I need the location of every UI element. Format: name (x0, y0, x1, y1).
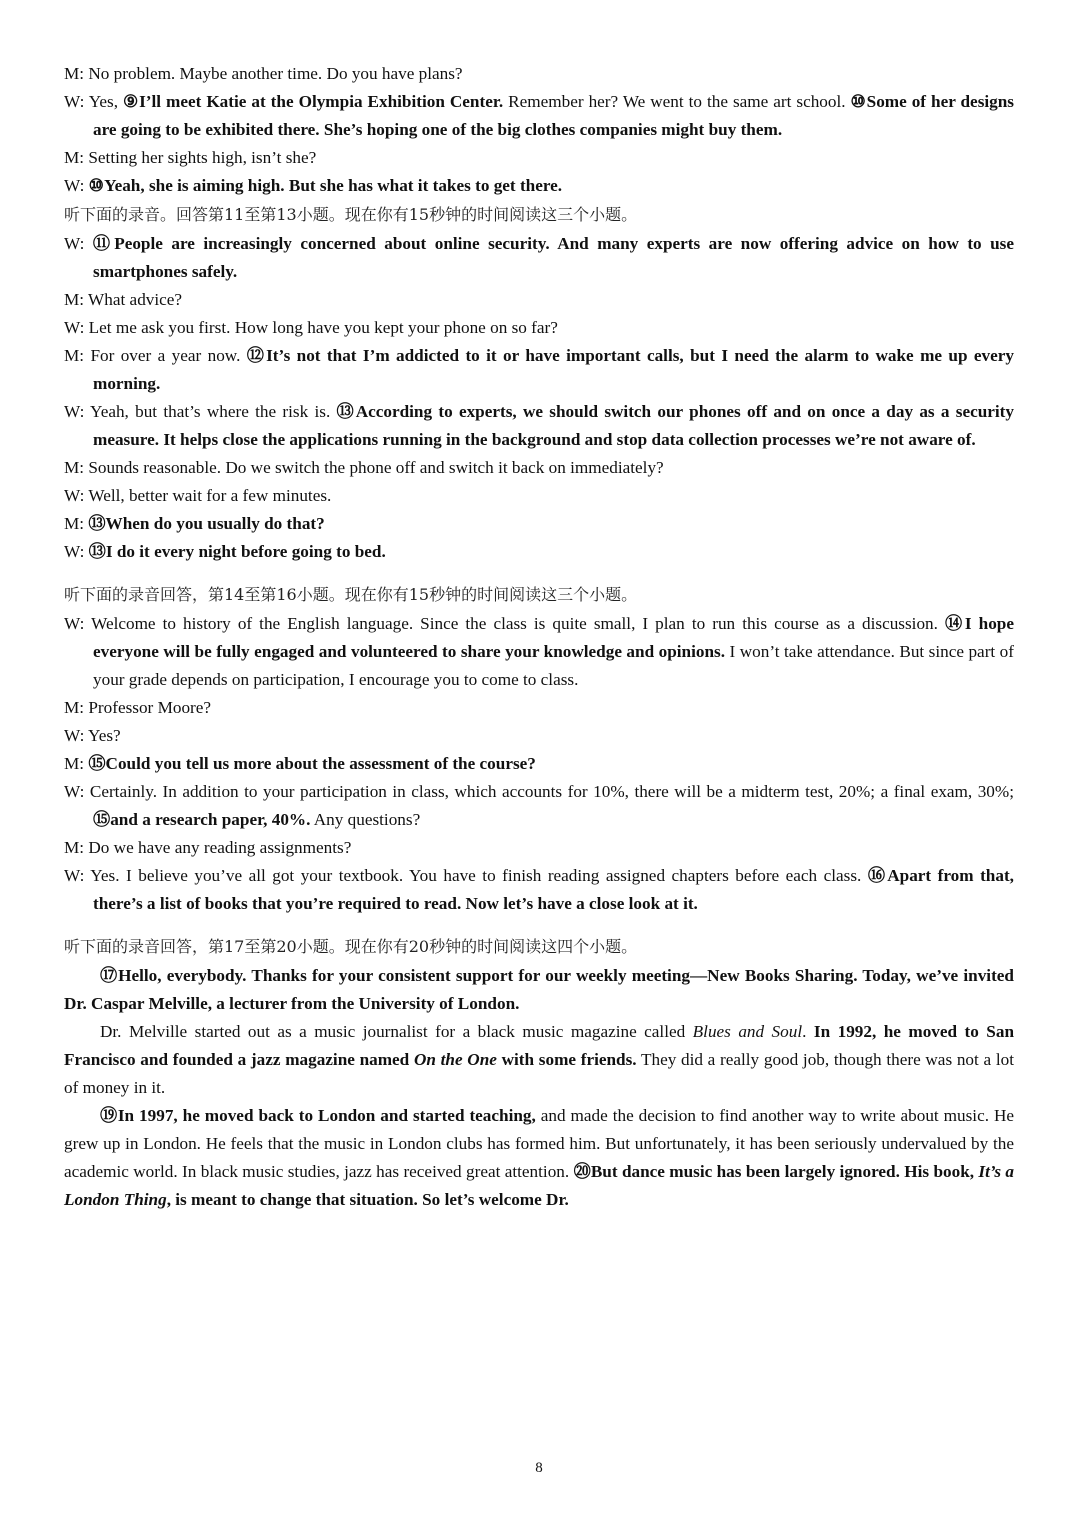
text-segment: Any questions? (310, 810, 421, 829)
text-segment: W: (64, 542, 89, 561)
text-line (64, 286, 1014, 314)
text-segment: and made the decision to find another way to write about music. He grew up in London. He feels that the music in London clubs has formed him. But unfortunately, it has been seriously undervalued by the academic world. In black music studies, jazz has received great attention. (64, 1106, 1014, 1181)
instruction-17-20: 听下面的录音回答，第17至第20小题。现在你有20秒钟的时间阅读这四个小题。 (64, 937, 638, 956)
text-line (64, 1102, 1014, 1214)
text-segment: W: (64, 176, 89, 195)
text-segment: M: No problem. Maybe another time. Do you have plans? (64, 64, 463, 83)
text-line (64, 778, 1014, 834)
text-segment: M: Setting her sights high, isn’t she? (64, 148, 317, 167)
text-line (64, 750, 1014, 778)
text-segment: It’s a London Thing (64, 1162, 1014, 1209)
text-segment: M: For over a year now. (64, 346, 247, 365)
text-segment: W: (64, 234, 93, 253)
text-line (64, 454, 1014, 482)
text-segment: W: Welcome to history of the English language. Since the class is quite small, I plan to run this course as a discussion. (64, 614, 945, 633)
text-line (64, 610, 1014, 694)
text-segment: I won’t take attendance. But since part of your grade depends on participation, I encourage you to come to class. (93, 642, 1014, 689)
text-line (64, 482, 1014, 510)
text-line (64, 834, 1014, 862)
text-segment: W: Yes, (64, 92, 123, 111)
text-line (64, 60, 1014, 88)
text-segment: Remember her? We went to the same art school. (503, 92, 851, 111)
text-segment: with some friends. (496, 1050, 637, 1069)
page-number: 8 (535, 1460, 543, 1476)
text-line (64, 172, 1014, 200)
text-segment: ⑬According to experts, we should switch our phones off and on once a day as a security measure. It helps close the applications running in the background and stop data collection processes we’re not aware of. (93, 402, 1014, 449)
text-segment: They did a really good job, though there was not a lot of money in it. (64, 1050, 1014, 1097)
text-segment: ⑨I’ll meet Katie at the Olympia Exhibition Center. (123, 92, 504, 111)
text-segment: ⑲In 1997, he moved back to London and started teaching, (100, 1106, 536, 1125)
text-segment: ⑮and a research paper, 40%. (93, 810, 311, 829)
text-segment: ⑯Apart from that, there’s a list of books that you’re required to read. Now let’s have a close look at it. (93, 866, 1014, 913)
text-segment: W: Yes. I believe you’ve all got your textbook. You have to finish reading assigned chapters before each class. (64, 866, 868, 885)
text-segment: M: Sounds reasonable. Do we switch the phone off and switch it back on immediately? (64, 458, 664, 477)
text-segment: M: Do we have any reading assignments? (64, 838, 352, 857)
instruction-14-16: 听下面的录音回答，第14至第16小题。现在你有15秒钟的时间阅读这三个小题。 (64, 585, 638, 604)
text-segment: , is meant to change that situation. So let’s welcome Dr. (166, 1190, 569, 1209)
text-line (64, 862, 1014, 918)
dialogue-14-16 (64, 610, 1014, 918)
text-segment: M: Professor Moore? (64, 698, 212, 717)
text-segment: Dr. Melville started out as a music journalist for a black music magazine called (100, 1022, 693, 1041)
text-segment: ⑳But dance music has been largely ignored. His book, (573, 1162, 979, 1181)
text-line (64, 342, 1014, 398)
text-segment: ⑮Could you tell us more about the assessment of the course? (88, 754, 536, 773)
text-segment: ⑩Yeah, she is aiming high. But she has what it takes to get there. (88, 176, 563, 195)
text-segment: On the One (413, 1050, 497, 1069)
text-segment: ⑬I do it every night before going to bed. (88, 542, 386, 561)
text-line (64, 962, 1014, 1018)
text-line (64, 1018, 1014, 1102)
text-line (64, 88, 1014, 144)
text-segment: W: Certainly. In addition to your participation in class, which accounts for 10%, there will be a midterm test, 20%; a final exam, 30%; (64, 782, 1014, 801)
text-line (64, 314, 1014, 342)
text-line (64, 230, 1014, 286)
text-line (64, 144, 1014, 172)
document-page (64, 60, 1014, 1214)
monologue-17-20 (64, 962, 1014, 1214)
dialogue-9-10 (64, 60, 1014, 200)
text-segment: Blues and Soul (692, 1022, 803, 1041)
text-line (64, 538, 1014, 566)
text-segment: W: Let me ask you first. How long have you kept your phone on so far? (64, 318, 558, 337)
text-line (64, 398, 1014, 454)
text-segment: ⑬When do you usually do that? (88, 514, 325, 533)
text-segment: ⑰Hello, everybody. Thanks for your consistent support for our weekly meeting—New Books Sharing. Today, we’ve invited Dr. Caspar Melville, a lecturer from the University of London. (64, 966, 1014, 1013)
text-segment: ⑩Some of her designs are going to be exhibited there. She’s hoping one of the big clothes companies might buy them. (93, 92, 1014, 139)
text-segment: M: What advice? (64, 290, 183, 309)
text-segment: W: Yes? (64, 726, 121, 745)
dialogue-11-13 (64, 230, 1014, 566)
text-line (64, 722, 1014, 750)
instruction-11-13: 听下面的录音。回答第11至第13小题。现在你有15秒钟的时间阅读这三个小题。 (64, 205, 638, 224)
text-segment: In 1992, he moved to San Francisco and founded a jazz magazine named (64, 1022, 1015, 1069)
text-segment: W: Yeah, but that’s where the risk is. (64, 402, 337, 421)
text-line (64, 510, 1014, 538)
text-segment: M: (64, 754, 89, 773)
text-segment: ⑪People are increasingly concerned about online security. And many experts are now offering advice on how to use smartphones safely. (92, 234, 1014, 281)
text-segment: ⑭I hope everyone will be fully engaged and volunteered to share your knowledge and opinions. (93, 614, 1014, 661)
text-segment: . (802, 1022, 814, 1041)
text-line (64, 694, 1014, 722)
text-segment: W: Well, better wait for a few minutes. (64, 486, 332, 505)
text-segment: ⑫It’s not that I’m addicted to it or have important calls, but I need the alarm to wake me up every morning. (93, 346, 1014, 393)
text-segment: M: (64, 514, 89, 533)
